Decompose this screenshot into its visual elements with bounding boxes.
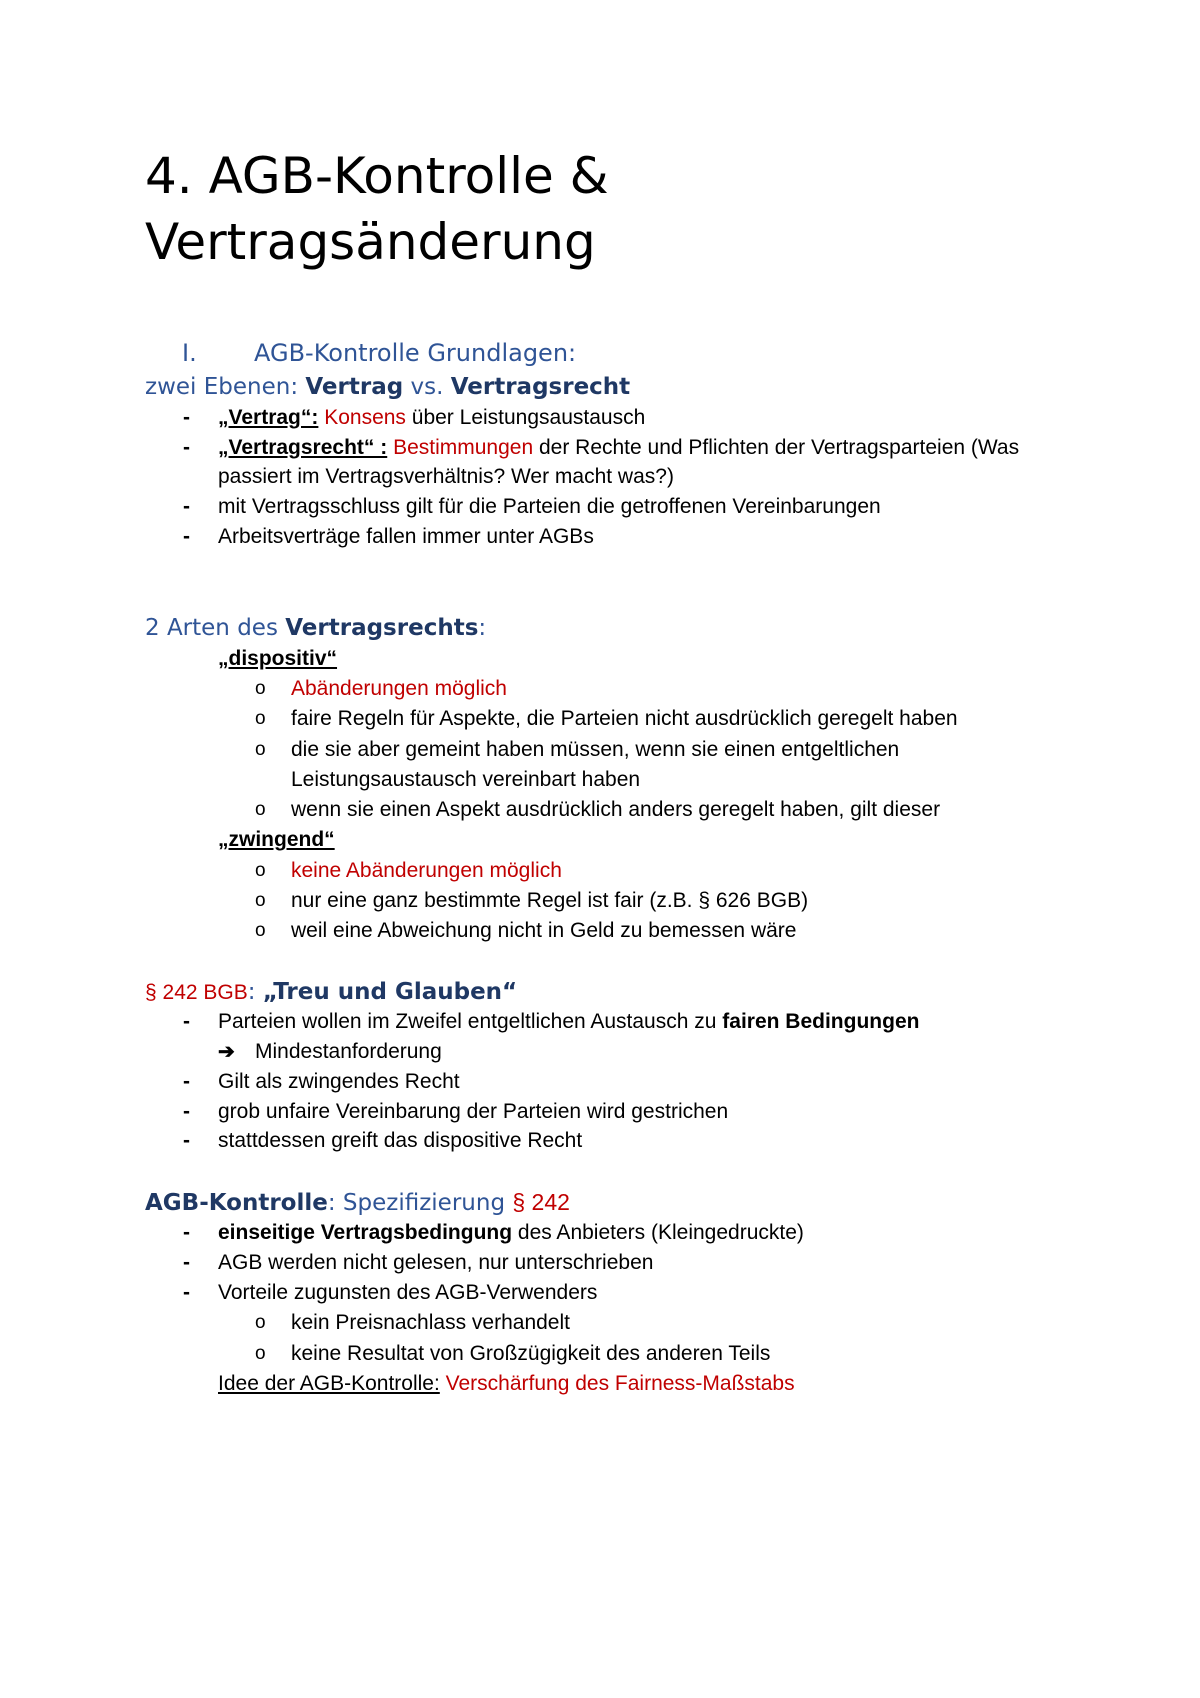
list-item-text: Vorteile zugunsten des AGB-Verwenders — [218, 1281, 598, 1304]
circle-bullet-icon: o — [255, 708, 266, 729]
list-item-text: Abänderungen möglich — [291, 677, 507, 700]
section-4-heading-bold: AGB-Kontrolle — [145, 1190, 328, 1216]
page-title — [145, 143, 609, 275]
list-item-text: stattdessen greift das dispositive Recht — [218, 1129, 583, 1152]
dispositiv-label: „dispositiv“ — [218, 647, 338, 670]
circle-bullet-icon: o — [255, 678, 266, 699]
dash-marker: - — [183, 495, 190, 518]
list-item-text: die sie aber gemeint haben müssen, wenn sie einen entgeltlichen — [291, 738, 900, 761]
dash-marker: - — [183, 436, 190, 459]
list-item-text: Leistungsaustausch vereinbart haben — [291, 768, 641, 791]
section-3-colon: : — [247, 979, 263, 1005]
list-item-text: kein Preisnachlass verhandelt — [291, 1311, 570, 1334]
section-2-heading-bold: Vertragsrechts — [285, 615, 479, 641]
list-item-text: Parteien wollen im Zweifel entgeltlichen Austausch zu — [218, 1010, 723, 1033]
fair-conditions-text: fairen Bedingungen — [722, 1010, 920, 1033]
section-1-heading — [182, 339, 576, 367]
list-item-text: der Rechte und Pflichten der Vertragsparteien (Was — [533, 436, 1020, 459]
list-item-text: mit Vertragsschluss gilt für die Parteien die getroffenen Vereinbarungen — [218, 495, 881, 518]
dash-marker: - — [183, 1221, 190, 1244]
section-3-heading-bold: „Treu und Glauben“ — [262, 979, 518, 1005]
title-line-2: Vertragsänderung — [145, 213, 596, 271]
circle-bullet-icon: o — [255, 1312, 266, 1333]
list-item-text: faire Regeln für Aspekte, die Parteien nicht ausdrücklich geregelt haben — [291, 707, 958, 730]
vertrag-label: „Vertrag“: — [218, 406, 319, 429]
dash-marker: - — [183, 1281, 190, 1304]
arrow-right-icon: ➔ — [218, 1041, 235, 1063]
list-item-text: nur eine ganz bestimmte Regel ist fair (z.B. § 626 BGB) — [291, 889, 809, 912]
section-1-heading-text: AGB-Kontrolle Grundlagen: — [254, 339, 577, 367]
list-item-text: über Leistungsaustausch — [405, 406, 646, 429]
one-sided-term-text: einseitige Vertragsbedingung — [218, 1221, 513, 1244]
arrow-line-text: Mindestanforderung — [255, 1040, 442, 1063]
circle-bullet-icon: o — [255, 739, 266, 760]
section-3-paragraph-ref: § 242 BGB — [145, 981, 248, 1004]
circle-bullet-icon: o — [255, 890, 266, 911]
list-item-text: Gilt als zwingendes Recht — [218, 1070, 460, 1093]
dash-marker: - — [183, 1010, 190, 1033]
section-2-heading-suffix: : — [478, 615, 487, 641]
two-levels-line — [145, 372, 630, 402]
dash-marker: - — [183, 1070, 190, 1093]
konsens-text: Konsens — [318, 406, 406, 429]
list-item-text: grob unfaire Vereinbarung der Parteien wird gestrichen — [218, 1100, 729, 1123]
circle-bullet-icon: o — [255, 1343, 266, 1364]
two-levels-prefix: zwei Ebenen: — [145, 374, 306, 400]
dash-marker: - — [183, 1251, 190, 1274]
section-4-paragraph-ref: § 242 — [512, 1189, 570, 1215]
zwingend-label: „zwingend“ — [218, 828, 335, 851]
dash-marker: - — [183, 1129, 190, 1152]
list-item-text: keine Resultat von Großzügigkeit des anderen Teils — [291, 1342, 771, 1365]
list-item-text: des Anbieters (Kleingedruckte) — [512, 1221, 804, 1244]
title-line-1: 4. AGB-Kontrolle & — [145, 147, 609, 205]
circle-bullet-icon: o — [255, 920, 266, 941]
section-3-heading — [145, 977, 517, 1008]
two-levels-vertrag: Vertrag — [305, 374, 404, 400]
section-4-heading — [145, 1187, 570, 1219]
dash-marker: - — [183, 525, 190, 548]
list-item-text: Arbeitsverträge fallen immer unter AGBs — [218, 525, 594, 548]
list-item-text: AGB werden nicht gelesen, nur unterschrieben — [218, 1251, 654, 1274]
dash-marker: - — [183, 1100, 190, 1123]
list-item-text: weil eine Abweichung nicht in Geld zu bemessen wäre — [291, 919, 797, 942]
idea-label: Idee der AGB-Kontrolle: — [218, 1372, 440, 1395]
two-levels-vertragsrecht: Vertragsrecht — [450, 374, 631, 400]
list-item-text: keine Abänderungen möglich — [291, 859, 562, 882]
section-4-heading-mid: : Spezifizierung — [327, 1190, 513, 1216]
section-2-heading-prefix: 2 Arten des — [145, 615, 286, 641]
circle-bullet-icon: o — [255, 799, 266, 820]
idea-text: Verschärfung des Fairness-Maßstabs — [439, 1372, 795, 1395]
circle-bullet-icon: o — [255, 860, 266, 881]
two-levels-vs: vs. — [403, 374, 451, 400]
bestimmungen-text: Bestimmungen — [387, 436, 534, 459]
dash-marker: - — [183, 406, 190, 429]
list-item-text: wenn sie einen Aspekt ausdrücklich anders geregelt haben, gilt dieser — [291, 798, 941, 821]
vertragsrecht-label: „Vertragsrecht“ : — [218, 436, 388, 459]
list-item-text: passiert im Vertragsverhältnis? Wer macht was?) — [218, 465, 674, 488]
section-1-numeral: I. — [182, 339, 197, 367]
section-2-heading — [145, 613, 486, 643]
